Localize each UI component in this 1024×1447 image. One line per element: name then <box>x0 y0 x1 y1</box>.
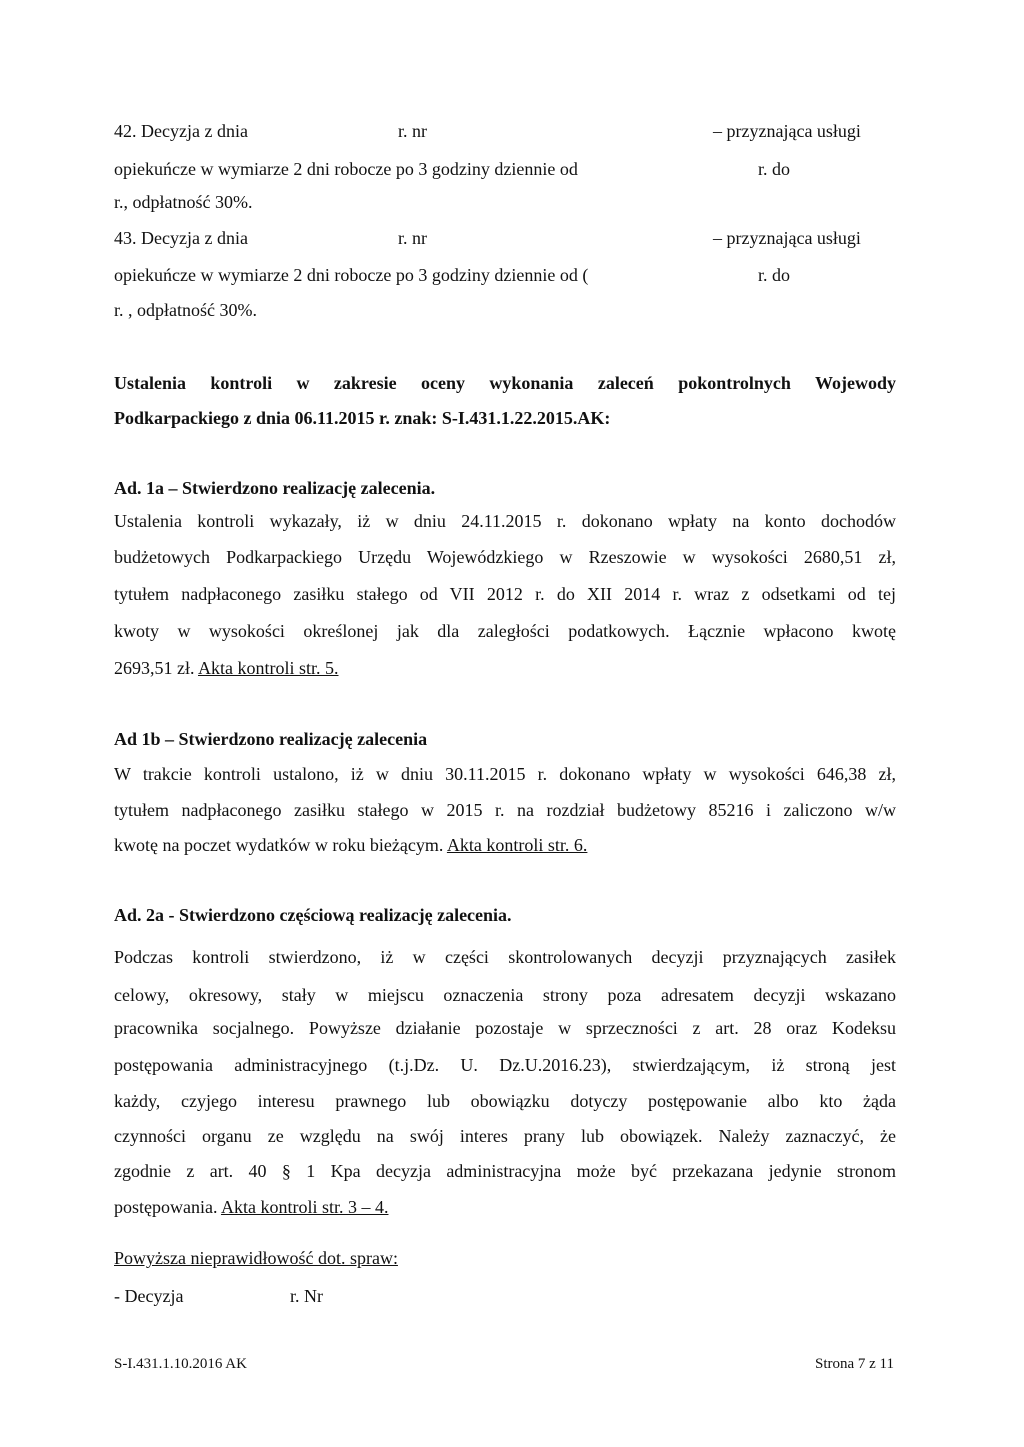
item-42-line2-end: r. do <box>758 159 791 179</box>
item-42-line3: r., odpłatność 30%. <box>114 192 253 212</box>
item-43-line1-mid: r. nr <box>398 228 427 248</box>
page-number: Strona 7 z 11 <box>814 1356 894 1372</box>
paragraph-line: Ustalenia kontroli wykazały, iż w dniu 24.11.2015 r. dokonano wpłaty na konto dochodów <box>114 511 896 531</box>
paragraph-line: W trakcie kontroli ustalono, iż w dniu 30.11.2015 r. dokonano wpłaty w wysokości 646,38 zł, <box>114 764 896 784</box>
item-42-line2-start: opiekuńcze w wymiarze 2 dni robocze po 3 godziny dziennie od <box>114 159 578 179</box>
paragraph-last-line <box>114 659 339 677</box>
paragraph-line: celowy, okresowy, stały w miejscu oznaczenia strony poza adresatem decyzji wskazano <box>114 985 896 1005</box>
paragraph-line: budżetowych Podkarpackiego Urzędu Wojewódzkiego w Rzeszowie w wysokości 2680,51 zł, <box>114 547 896 567</box>
item-42-line1-mid: r. nr <box>398 121 427 141</box>
paragraph-text: postępowania. <box>114 1197 221 1217</box>
paragraph-line: każdy, czyjego interesu prawnego lub obowiązku dotyczy postępowanie albo kto żąda <box>114 1091 896 1111</box>
akta-kontroli-link[interactable]: Akta kontroli str. 5. <box>198 658 339 678</box>
item-43-line2-start: opiekuńcze w wymiarze 2 dni robocze po 3 godziny dziennie od ( <box>114 265 589 285</box>
paragraph-line: zgodnie z art. 40 § 1 Kpa decyzja administracyjna może być przekazana jedynie stronom <box>114 1161 896 1181</box>
irregularity-item-start: - Decyzja <box>114 1286 184 1306</box>
section-title: Ad. 1a – Stwierdzono realizację zalecenia. <box>114 478 436 498</box>
akta-kontroli-link[interactable]: Akta kontroli str. 6. <box>446 835 588 855</box>
paragraph-line: tytułem nadpłaconego zasiłku stałego w 2015 r. na rozdział budżetowy 85216 i zaliczono w/w <box>114 800 896 820</box>
item-43-line3: r. , odpłatność 30%. <box>114 300 257 320</box>
paragraph-last-line <box>114 1198 388 1216</box>
paragraph-last-line <box>114 836 587 854</box>
irregularity-item-end: r. Nr <box>290 1286 323 1306</box>
item-43-line2-end: r. do <box>758 265 791 285</box>
irregularity-title: Powyższa nieprawidłowość dot. spraw: <box>114 1248 398 1268</box>
item-43-line1-end: – przyznająca usługi <box>713 228 861 248</box>
paragraph-line: czynności organu ze względu na swój interes prany lub obowiązek. Należy zaznaczyć, że <box>114 1126 896 1146</box>
paragraph-text: kwotę na poczet wydatków w roku bieżącym. <box>114 835 447 855</box>
paragraph-line: Podczas kontroli stwierdzono, iż w części skontrolowanych decyzji przyznających zasiłek <box>114 947 896 967</box>
paragraph-line: pracownika socjalnego. Powyższe działanie pozostaje w sprzeczności z art. 28 oraz Kodeksu <box>114 1018 896 1038</box>
heading-line-1: Ustalenia kontroli w zakresie oceny wykonania zaleceń pokontrolnych Wojewody <box>114 373 896 393</box>
item-42-line1-end: – przyznająca usługi <box>713 121 861 141</box>
paragraph-line: tytułem nadpłaconego zasiłku stałego od VII 2012 r. do XII 2014 r. wraz z odsetkami od tej <box>114 584 896 604</box>
paragraph-text: 2693,51 zł. <box>114 658 198 678</box>
akta-kontroli-link[interactable]: Akta kontroli str. 3 – 4. <box>220 1197 389 1217</box>
section-title: Ad 1b – Stwierdzono realizację zalecenia <box>114 729 428 749</box>
heading-line-2: Podkarpackiego z dnia 06.11.2015 r. znak: S-I.431.1.22.2015.AK: <box>114 408 611 428</box>
item-43-line1-start: 43. Decyzja z dnia <box>114 228 248 248</box>
item-42-line1-start: 42. Decyzja z dnia <box>114 121 248 141</box>
paragraph-line: kwoty w wysokości określonej jak dla zaległości podatkowych. Łącznie wpłacono kwotę <box>114 621 896 641</box>
document-reference: S-I.431.1.10.2016 AK <box>114 1356 247 1372</box>
section-title: Ad. 2a - Stwierdzono częściową realizację zalecenia. <box>114 905 512 925</box>
paragraph-line: postępowania administracyjnego (t.j.Dz. U. Dz.U.2016.23), stwierdzającym, iż stroną jest <box>114 1055 896 1075</box>
